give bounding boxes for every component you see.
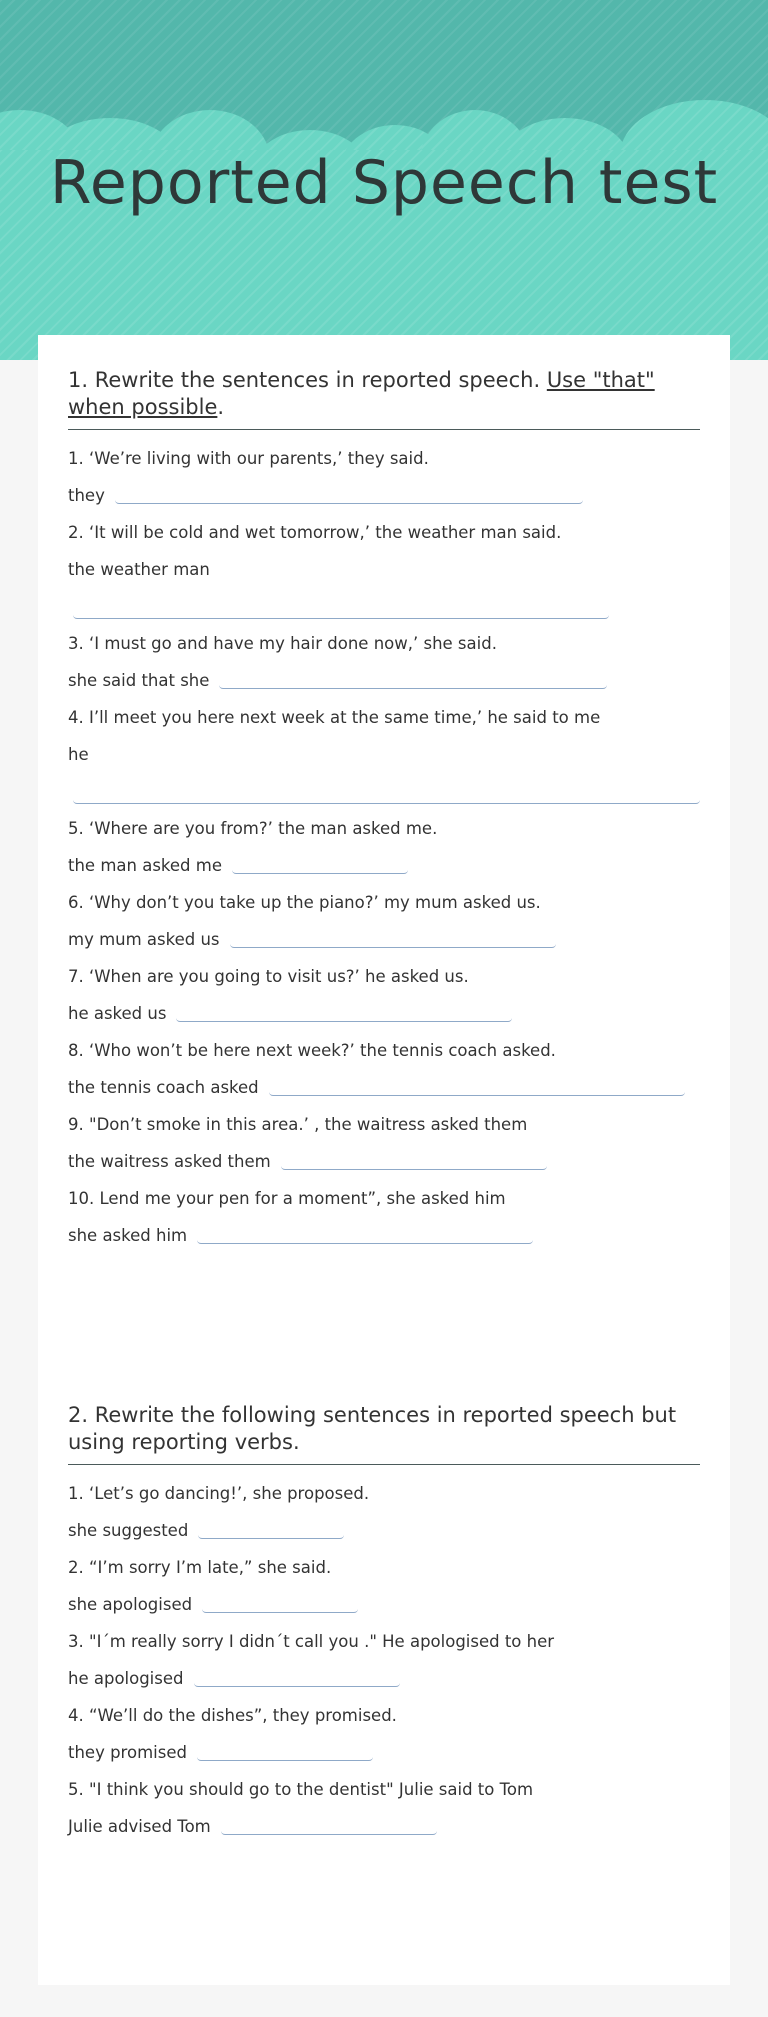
answer-lead: the tennis coach asked — [68, 1078, 259, 1097]
answer-row — [68, 662, 700, 699]
answer-input[interactable] — [232, 847, 408, 874]
question-prompt: 6. ‘Why don’t you take up the piano?’ my mum asked us. — [68, 893, 541, 912]
answer-lead: Julie advised Tom — [68, 1817, 211, 1836]
question-prompt: 2. ‘It will be cold and wet tomorrow,’ the weather man said. — [68, 523, 562, 542]
question-prompt: 1. ‘We’re living with our parents,’ they said. — [68, 449, 429, 468]
answer-row — [68, 1586, 700, 1623]
answer-row — [68, 847, 700, 884]
question-prompt: 4. I’ll meet you here next week at the same time,’ he said to me — [68, 708, 601, 727]
answer-row — [68, 1143, 700, 1180]
answer-input[interactable] — [176, 995, 512, 1022]
answer-row — [68, 477, 700, 514]
answer-input[interactable] — [230, 921, 556, 948]
answer-input[interactable] — [198, 1512, 344, 1539]
answer-lead: she apologised — [68, 1595, 193, 1614]
answer-lead: they — [68, 486, 105, 505]
question-prompt: 7. ‘When are you going to visit us?’ he asked us. — [68, 967, 469, 986]
heading-text: 1. Rewrite the sentences in reported speech. — [68, 368, 547, 392]
question-list — [68, 440, 700, 1254]
answer-input[interactable] — [221, 1808, 437, 1835]
answer-lead: he apologised — [68, 1669, 184, 1688]
answer-row — [68, 995, 700, 1032]
answer-lead: the man asked me — [68, 856, 222, 875]
heading-text: 2. Rewrite the following sentences in reported speech but using reporting verbs. — [68, 1403, 677, 1454]
answer-row — [68, 1660, 700, 1697]
answer-input[interactable] — [219, 662, 607, 689]
answer-input[interactable] — [281, 1143, 547, 1170]
answer-row — [68, 1734, 700, 1771]
section-heading — [68, 367, 700, 430]
answer-input[interactable] — [197, 1217, 533, 1244]
section-heading — [68, 1402, 700, 1465]
question-prompt: 4. “We’ll do the dishes”, they promised. — [68, 1706, 397, 1725]
answer-row — [68, 1069, 700, 1106]
question-prompt: 5. "I think you should go to the dentist" Julie said to Tom — [68, 1780, 534, 1799]
answer-lead: she asked him — [68, 1226, 188, 1245]
answer-lead: they promised — [68, 1743, 187, 1762]
answer-row — [68, 736, 700, 804]
answer-lead: she said that she — [68, 671, 210, 690]
answer-lead: he — [68, 745, 89, 764]
answer-lead: he asked us — [68, 1004, 167, 1023]
question-prompt: 2. “I’m sorry I’m late,” she said. — [68, 1558, 332, 1577]
question-prompt: 3. "I´m really sorry I didn´t call you ." He apologised to her — [68, 1632, 555, 1651]
question-prompt: 5. ‘Where are you from?’ the man asked me. — [68, 819, 438, 838]
answer-lead: the weather man — [68, 560, 210, 579]
question-prompt: 10. Lend me your pen for a moment”, she asked him — [68, 1189, 506, 1208]
answer-row — [68, 1808, 700, 1845]
form-card — [38, 335, 730, 1985]
section-1 — [68, 367, 700, 1254]
question-prompt: 9. "Don’t smoke in this area.’ , the waitress asked them — [68, 1115, 528, 1134]
answer-input[interactable] — [73, 773, 700, 804]
question-prompt: 1. ‘Let’s go dancing!’, she proposed. — [68, 1484, 370, 1503]
answer-input[interactable] — [269, 1069, 685, 1096]
answer-input[interactable] — [197, 1734, 373, 1761]
question-list — [68, 1475, 700, 1845]
answer-row — [68, 1512, 700, 1549]
answer-row — [68, 921, 700, 958]
answer-row — [68, 1217, 700, 1254]
header-banner — [0, 0, 768, 360]
heading-tail: . — [217, 395, 225, 419]
answer-row — [68, 551, 700, 619]
page-title: Reported Speech test — [49, 148, 719, 218]
question-prompt: 8. ‘Who won’t be here next week?’ the tennis coach asked. — [68, 1041, 556, 1060]
answer-lead: the waitress asked them — [68, 1152, 271, 1171]
question-prompt: 3. ‘I must go and have my hair done now,’ she said. — [68, 634, 497, 653]
answer-input[interactable] — [194, 1660, 400, 1687]
answer-lead: my mum asked us — [68, 930, 220, 949]
heading-underlined-text: Use "that" when possible — [68, 368, 655, 419]
answer-lead: she suggested — [68, 1521, 189, 1540]
answer-input[interactable] — [202, 1586, 358, 1613]
answer-input[interactable] — [73, 588, 609, 619]
answer-input[interactable] — [115, 477, 583, 504]
section-2 — [68, 1402, 700, 1845]
